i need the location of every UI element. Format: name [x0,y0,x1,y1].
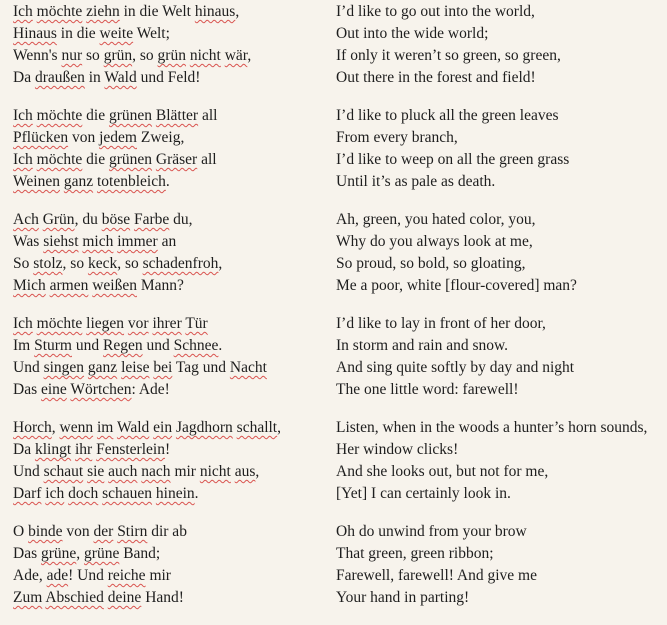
spellcheck-flagged-word: Darf [13,485,42,502]
german-line [13,521,323,543]
spellcheck-flagged-word: sie [87,463,105,480]
text-segment: Und [13,359,44,376]
spellcheck-flagged-word: im [96,419,114,436]
text-segment: , so [117,255,143,272]
spellcheck-flagged-word: möchte [36,315,83,332]
english-line: Oh do unwind from your brow [336,523,527,540]
spellcheck-flagged-word: ziehn [86,3,120,20]
text-segment: , [235,3,240,20]
text-segment: all [197,151,217,168]
english-line: Listen, when in the woods a hunter’s horn sounds, [336,419,648,436]
spellcheck-flagged-word: Blätter [155,107,199,124]
spellcheck-flagged-word: eine [40,381,67,398]
text-segment: Das [13,545,41,562]
text-segment: Da [13,441,35,458]
text-segment: Ade, [13,567,47,584]
spellcheck-flagged-word: schaut [43,463,84,480]
text-segment: mir [170,463,200,480]
english-line: I’d like to lay in front of her door, [336,315,546,332]
german-line [13,209,323,231]
english-line: In storm and rain and snow. [336,337,509,354]
english-line: So proud, so bold, so gloating, [336,255,526,272]
spellcheck-flagged-word: nur [61,47,83,64]
spellcheck-flagged-word: Gräser [155,151,198,168]
spellcheck-flagged-word: Wald [116,419,150,436]
german-line [13,335,323,357]
spellcheck-flagged-word: schadenfroh [142,255,219,272]
german-line [13,127,323,149]
text-segment: ! [164,441,171,458]
text-segment: von [62,523,94,540]
spellcheck-flagged-word: draußen [34,69,85,86]
german-line [13,23,323,45]
text-segment: Und [13,463,44,480]
spellcheck-flagged-word: singen [43,359,85,376]
text-segment: von [68,129,100,146]
german-stanza [13,209,323,297]
spellcheck-flagged-word: ganz [87,359,118,376]
text-segment: Hand! [141,589,184,606]
spellcheck-flagged-word: binde [28,523,63,540]
english-stanza [336,209,666,297]
english-stanza [336,417,666,505]
german-line [13,231,323,253]
spellcheck-flagged-word: grüne [84,545,120,562]
spellcheck-flagged-word: Ach [13,211,39,228]
spellcheck-flagged-word: totenbleich [96,173,166,190]
spellcheck-flagged-word: grünen [108,107,153,124]
text-segment: , so [62,255,88,272]
spellcheck-flagged-word: Wörtchen [70,381,132,398]
spellcheck-flagged-word: Ich [13,315,33,332]
spellcheck-flagged-word: Fensterlein [96,441,165,458]
spellcheck-flagged-word: jedem [99,129,137,146]
spellcheck-flagged-word: grün [157,47,186,64]
spellcheck-flagged-word: wär [224,47,248,64]
german-line [13,1,323,23]
german-line [13,357,323,379]
spellcheck-flagged-word: Sturm [34,337,72,354]
text-segment: all [198,107,218,124]
spellcheck-flagged-word: Stirn [117,523,148,540]
spellcheck-flagged-word: Ich [13,151,33,168]
spellcheck-flagged-word: nicht [189,47,221,64]
text-segment: , [218,255,223,272]
spellcheck-flagged-word: schallt [236,419,278,436]
spellcheck-flagged-word: Weinen [13,173,60,190]
spellcheck-flagged-word: deine [107,589,142,606]
german-line [13,565,323,587]
text-segment: Zweig, [136,129,185,146]
spellcheck-flagged-word: grünen [108,151,153,168]
text-segment: Das [13,381,41,398]
text-segment: und [72,337,103,354]
spellcheck-flagged-word: Zum [13,589,43,606]
spellcheck-flagged-word: Tür [185,315,208,332]
spellcheck-flagged-word: ihrer [152,315,182,332]
german-line [13,417,323,439]
spellcheck-flagged-word: möchte [36,3,83,20]
spellcheck-flagged-word: Ich [13,3,33,20]
text-segment: Was [13,233,44,250]
text-segment: . [218,337,223,354]
spellcheck-flagged-word: Regen [103,337,143,354]
spellcheck-flagged-word: stolz [33,255,63,272]
spellcheck-flagged-word: möchte [36,151,83,168]
spellcheck-flagged-word: Grün [42,211,75,228]
text-segment: , [247,47,252,64]
text-segment: , so [132,47,158,64]
english-line: Me a poor, white [flour-covered] man? [336,277,577,294]
spellcheck-flagged-word: aus [234,463,256,480]
text-segment: . [194,485,199,502]
german-line [13,67,323,89]
spellcheck-flagged-word: nicht [199,463,231,480]
spellcheck-flagged-word: liegen [86,315,125,332]
spellcheck-flagged-word: Pflücken [13,129,69,146]
spellcheck-flagged-word: wenn [59,419,94,436]
spellcheck-flagged-word: Hinaus [13,25,57,42]
spellcheck-flagged-word: Horch [13,419,52,436]
german-line [13,149,323,171]
german-line [13,253,323,275]
german-stanza [13,313,323,401]
text-segment: Mann? [136,277,184,294]
spellcheck-flagged-word: reiche [107,567,146,584]
english-line: That green, green ribbon; [336,545,494,562]
spellcheck-flagged-word: armen [49,277,89,294]
spellcheck-flagged-word: keck [87,255,118,272]
german-line [13,105,323,127]
english-line: [Yet] I can certainly look in. [336,485,511,502]
text-segment: Im [13,337,35,354]
english-line: Your hand in parting! [336,589,470,606]
spellcheck-flagged-word: ich [45,485,65,502]
english-line: Out into the wide world; [336,25,489,42]
german-line [13,379,323,401]
spellcheck-flagged-word: ihr [75,441,93,458]
spellcheck-flagged-word: weißen [92,277,137,294]
spellcheck-flagged-word: doch [68,485,99,502]
english-line: I’d like to go out into the world, [336,3,535,20]
text-segment: , [51,419,60,436]
text-segment: die [82,151,109,168]
text-segment: und [142,337,174,354]
text-segment: an [157,233,177,250]
german-stanza [13,1,323,89]
english-line: From every branch, [336,129,458,146]
spellcheck-flagged-word: mich [82,233,114,250]
german-text-column [13,1,323,625]
text-segment: mir [145,567,171,584]
spellcheck-flagged-word: böse [101,211,131,228]
spellcheck-flagged-word: Abschied [45,589,104,606]
german-line [13,461,323,483]
text-segment: : Ade! [131,381,170,398]
spellcheck-flagged-word: schauen [102,485,153,502]
english-line: I’d like to weep on all the green grass [336,151,570,168]
english-stanza [336,1,666,89]
spellcheck-flagged-word: Wald [104,69,137,86]
spellcheck-flagged-word: auch [108,463,138,480]
german-line [13,45,323,67]
spellcheck-flagged-word: bei [153,359,173,376]
english-line: Ah, green, you hated color, you, [336,211,536,228]
spellcheck-flagged-word: Mich [13,277,46,294]
text-segment: Wenn's [13,47,62,64]
text-segment: die [82,107,109,124]
german-line [13,313,323,335]
english-line: I’d like to pluck all the green leaves [336,107,559,124]
spellcheck-flagged-word: Ich [13,107,33,124]
spellcheck-flagged-word: hinaus [194,3,236,20]
text-segment: Tag und [172,359,230,376]
text-segment: dir ab [147,523,187,540]
german-line [13,439,323,461]
text-segment: in die Welt [119,3,195,20]
spellcheck-flagged-word: ade [46,567,69,584]
text-segment: Band; [119,545,161,562]
english-line: Her window clicks! [336,441,459,458]
spellcheck-flagged-word: möchte [36,107,83,124]
english-translation-column [336,1,666,625]
spellcheck-flagged-word: Jagdhorn [175,419,233,436]
spellcheck-flagged-word: siehst [43,233,79,250]
spellcheck-flagged-word: Nacht [229,359,267,376]
spellcheck-flagged-word: Farbe [133,211,170,228]
english-line: Out there in the forest and field! [336,69,536,86]
spellcheck-flagged-word: weite [99,25,134,42]
text-segment: , [255,463,260,480]
spellcheck-flagged-word: nach [141,463,171,480]
text-segment: du, [169,211,193,228]
text-segment: So [13,255,34,272]
english-line: Until it’s as pale as death. [336,173,496,190]
spellcheck-flagged-word: der [93,523,114,540]
english-line: Farewell, farewell! And give me [336,567,537,584]
spellcheck-flagged-word: leise [121,359,150,376]
text-segment: , [76,545,85,562]
spellcheck-flagged-word: ein [153,419,173,436]
spellcheck-flagged-word: ganz [63,173,94,190]
text-segment: und Feld! [136,69,201,86]
german-stanza [13,417,323,505]
text-segment: Welt; [133,25,170,42]
spellcheck-flagged-word: klingt [34,441,72,458]
spellcheck-flagged-word: grüne [40,545,77,562]
text-segment: in die [56,25,100,42]
text-segment: O [13,523,29,540]
spellcheck-flagged-word: hinein [155,485,195,502]
english-line: And sing quite softly by day and night [336,359,575,376]
text-segment: , [277,419,281,436]
english-stanza [336,521,666,609]
spellcheck-flagged-word: grün [103,47,133,64]
english-line: And she looks out, but not for me, [336,463,549,480]
text-segment: ! Und [68,567,108,584]
text-segment: . [165,173,170,190]
german-line [13,543,323,565]
english-stanza [336,313,666,401]
german-line [13,171,323,193]
text-segment: Da [13,69,35,86]
english-line: The one little word: farewell! [336,381,519,398]
text-segment: , du [74,211,102,228]
english-line: Why do you always look at me, [336,233,533,250]
spellcheck-flagged-word: vor [127,315,149,332]
spellcheck-flagged-word: Schnee [173,337,219,354]
german-line [13,587,323,609]
german-line [13,483,323,505]
spellcheck-flagged-word: immer [117,233,158,250]
english-stanza [336,105,666,193]
german-stanza [13,105,323,193]
text-segment: in [84,69,105,86]
german-line [13,275,323,297]
text-segment: so [82,47,104,64]
english-line: If only it weren’t so green, so green, [336,47,561,64]
german-stanza [13,521,323,609]
